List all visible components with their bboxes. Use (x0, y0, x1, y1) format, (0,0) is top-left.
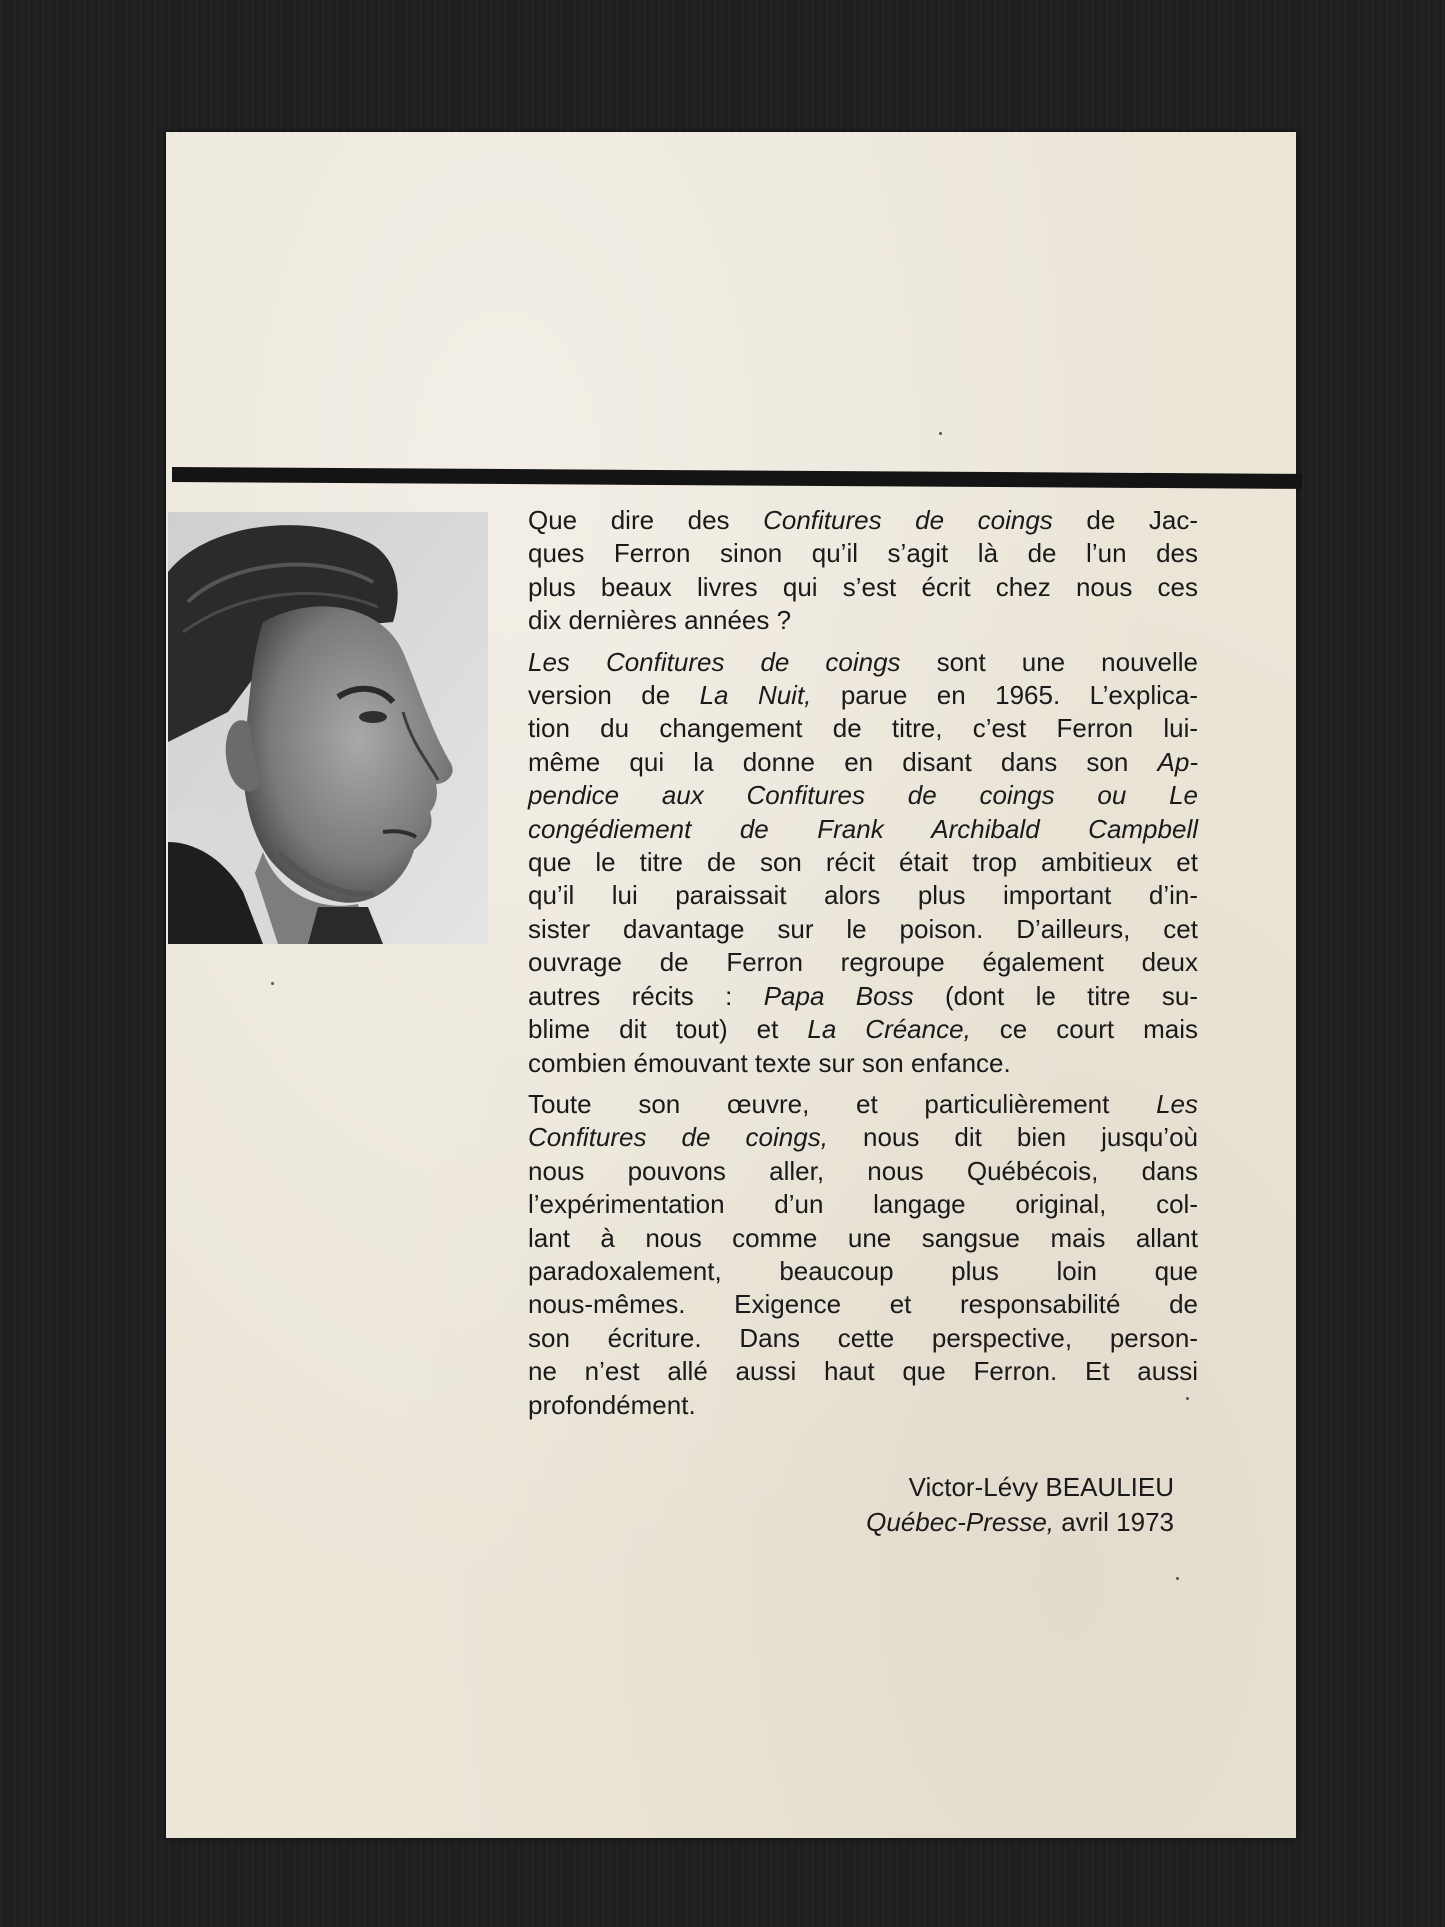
review-text-run: ouvrage de Ferron regroupe également deux (528, 947, 1198, 978)
review-text-run: ce court mais (970, 1014, 1198, 1045)
review-text-run: nous dit bien jusqu’où (827, 1122, 1198, 1153)
review-text-run: ne n’est allé aussi haut que Ferron. Et aussi (528, 1356, 1198, 1387)
black-horizontal-rule (172, 467, 1302, 489)
review-italic-title: pendice aux Confitures de coings ou Le (528, 780, 1198, 811)
book-back-cover (166, 132, 1296, 1838)
review-italic-title: La Créance, (807, 1014, 971, 1045)
review-text-run: (dont le titre su- (913, 980, 1199, 1011)
review-text-run: Que dire des (528, 505, 764, 535)
review-text-run: même qui la donne en disant dans son (528, 746, 1158, 777)
review-text-run: sister davantage sur le poison. D’ailleurs, cet (528, 913, 1198, 944)
review-text-run: ques Ferron sinon qu’il s’agit là de l’un des (528, 538, 1198, 569)
review-italic-title: Les Confitures de coings (528, 646, 901, 677)
print-speck (939, 432, 942, 435)
review-line (528, 1121, 1198, 1154)
review-line (528, 879, 1198, 912)
review-text-run: de Jac- (1052, 505, 1198, 535)
review-line (528, 746, 1198, 779)
review-line (528, 1389, 1198, 1422)
review-text-run: dix dernières années ? (528, 605, 792, 636)
review-line (528, 1322, 1198, 1355)
review-text-run: version de (528, 680, 700, 711)
review-line (528, 604, 1198, 637)
review-line (528, 813, 1198, 846)
review-line (528, 1355, 1198, 1388)
review-italic-title: Papa Boss (763, 980, 914, 1011)
review-text-run: parue en 1965. L’explica- (811, 680, 1198, 711)
review-paragraph (528, 504, 1198, 638)
portrait-drawing (168, 512, 488, 944)
review-text-run: plus beaux livres qui s’est écrit chez nous ces (528, 571, 1198, 602)
review-text-run: paradoxalement, beaucoup plus loin que (528, 1255, 1198, 1286)
review-source-name: Québec-Presse, (866, 1507, 1055, 1537)
review-author: Victor-Lévy BEAULIEU (908, 1472, 1174, 1502)
review-text-run: son écriture. Dans cette perspective, person- (528, 1322, 1198, 1353)
review-text (528, 504, 1198, 1430)
review-signature (666, 1470, 1174, 1540)
review-text-run: que le titre de son récit était trop ambitieux et (528, 847, 1198, 878)
review-line (528, 913, 1198, 946)
review-text-run: combien émouvant texte sur son enfance. (528, 1047, 1011, 1078)
review-text-run: autres récits : (528, 980, 764, 1011)
review-line (528, 980, 1198, 1013)
review-line (528, 646, 1198, 679)
review-line (528, 504, 1198, 537)
review-text-run: Toute son œuvre, et particulièrement (528, 1088, 1157, 1119)
print-speck (1176, 1577, 1179, 1580)
print-speck (271, 982, 274, 985)
review-line (528, 712, 1198, 745)
review-text-run: profondément. (528, 1389, 696, 1420)
review-text-run: lant à nous comme une sangsue mais allant (528, 1222, 1198, 1253)
review-line (528, 571, 1198, 604)
review-text-run: tion du changement de titre, c’est Ferron lui- (528, 713, 1198, 744)
review-italic-title: Les (1156, 1088, 1198, 1119)
review-italic-title: Ap- (1157, 746, 1198, 777)
review-line (528, 1188, 1198, 1221)
review-line (528, 1155, 1198, 1188)
review-line (528, 779, 1198, 812)
review-text-run: sont une nouvelle (900, 646, 1198, 677)
review-line (528, 1222, 1198, 1255)
print-speck (1186, 1397, 1189, 1400)
review-text-run: qu’il lui paraissait alors plus important d’in- (528, 880, 1198, 911)
author-portrait-photo (168, 512, 488, 944)
review-line (528, 1013, 1198, 1046)
review-line (528, 1088, 1198, 1121)
review-line (528, 537, 1198, 570)
review-text-run: nous pouvons aller, nous Québécois, dans (528, 1155, 1198, 1186)
review-line (528, 1255, 1198, 1288)
review-date: avril 1973 (1054, 1507, 1174, 1537)
review-italic-title: Confitures de coings, (528, 1122, 828, 1153)
review-text-run: blime dit tout) et (528, 1014, 808, 1045)
review-line (528, 1288, 1198, 1321)
review-line (528, 946, 1198, 979)
review-italic-title: La Nuit, (699, 680, 812, 711)
review-line (528, 679, 1198, 712)
review-paragraph (528, 1088, 1198, 1422)
review-text-run: nous-mêmes. Exigence et responsabilité de (528, 1289, 1198, 1320)
review-italic-title: Confitures de coings (763, 505, 1053, 535)
review-line (528, 846, 1198, 879)
review-italic-title: congédiement de Frank Archibald Campbell (528, 813, 1198, 844)
review-line (528, 1047, 1198, 1080)
review-source (666, 1505, 1174, 1540)
review-paragraph (528, 646, 1198, 1080)
review-text-run: l’expérimentation d’un langage original, col- (528, 1189, 1198, 1220)
